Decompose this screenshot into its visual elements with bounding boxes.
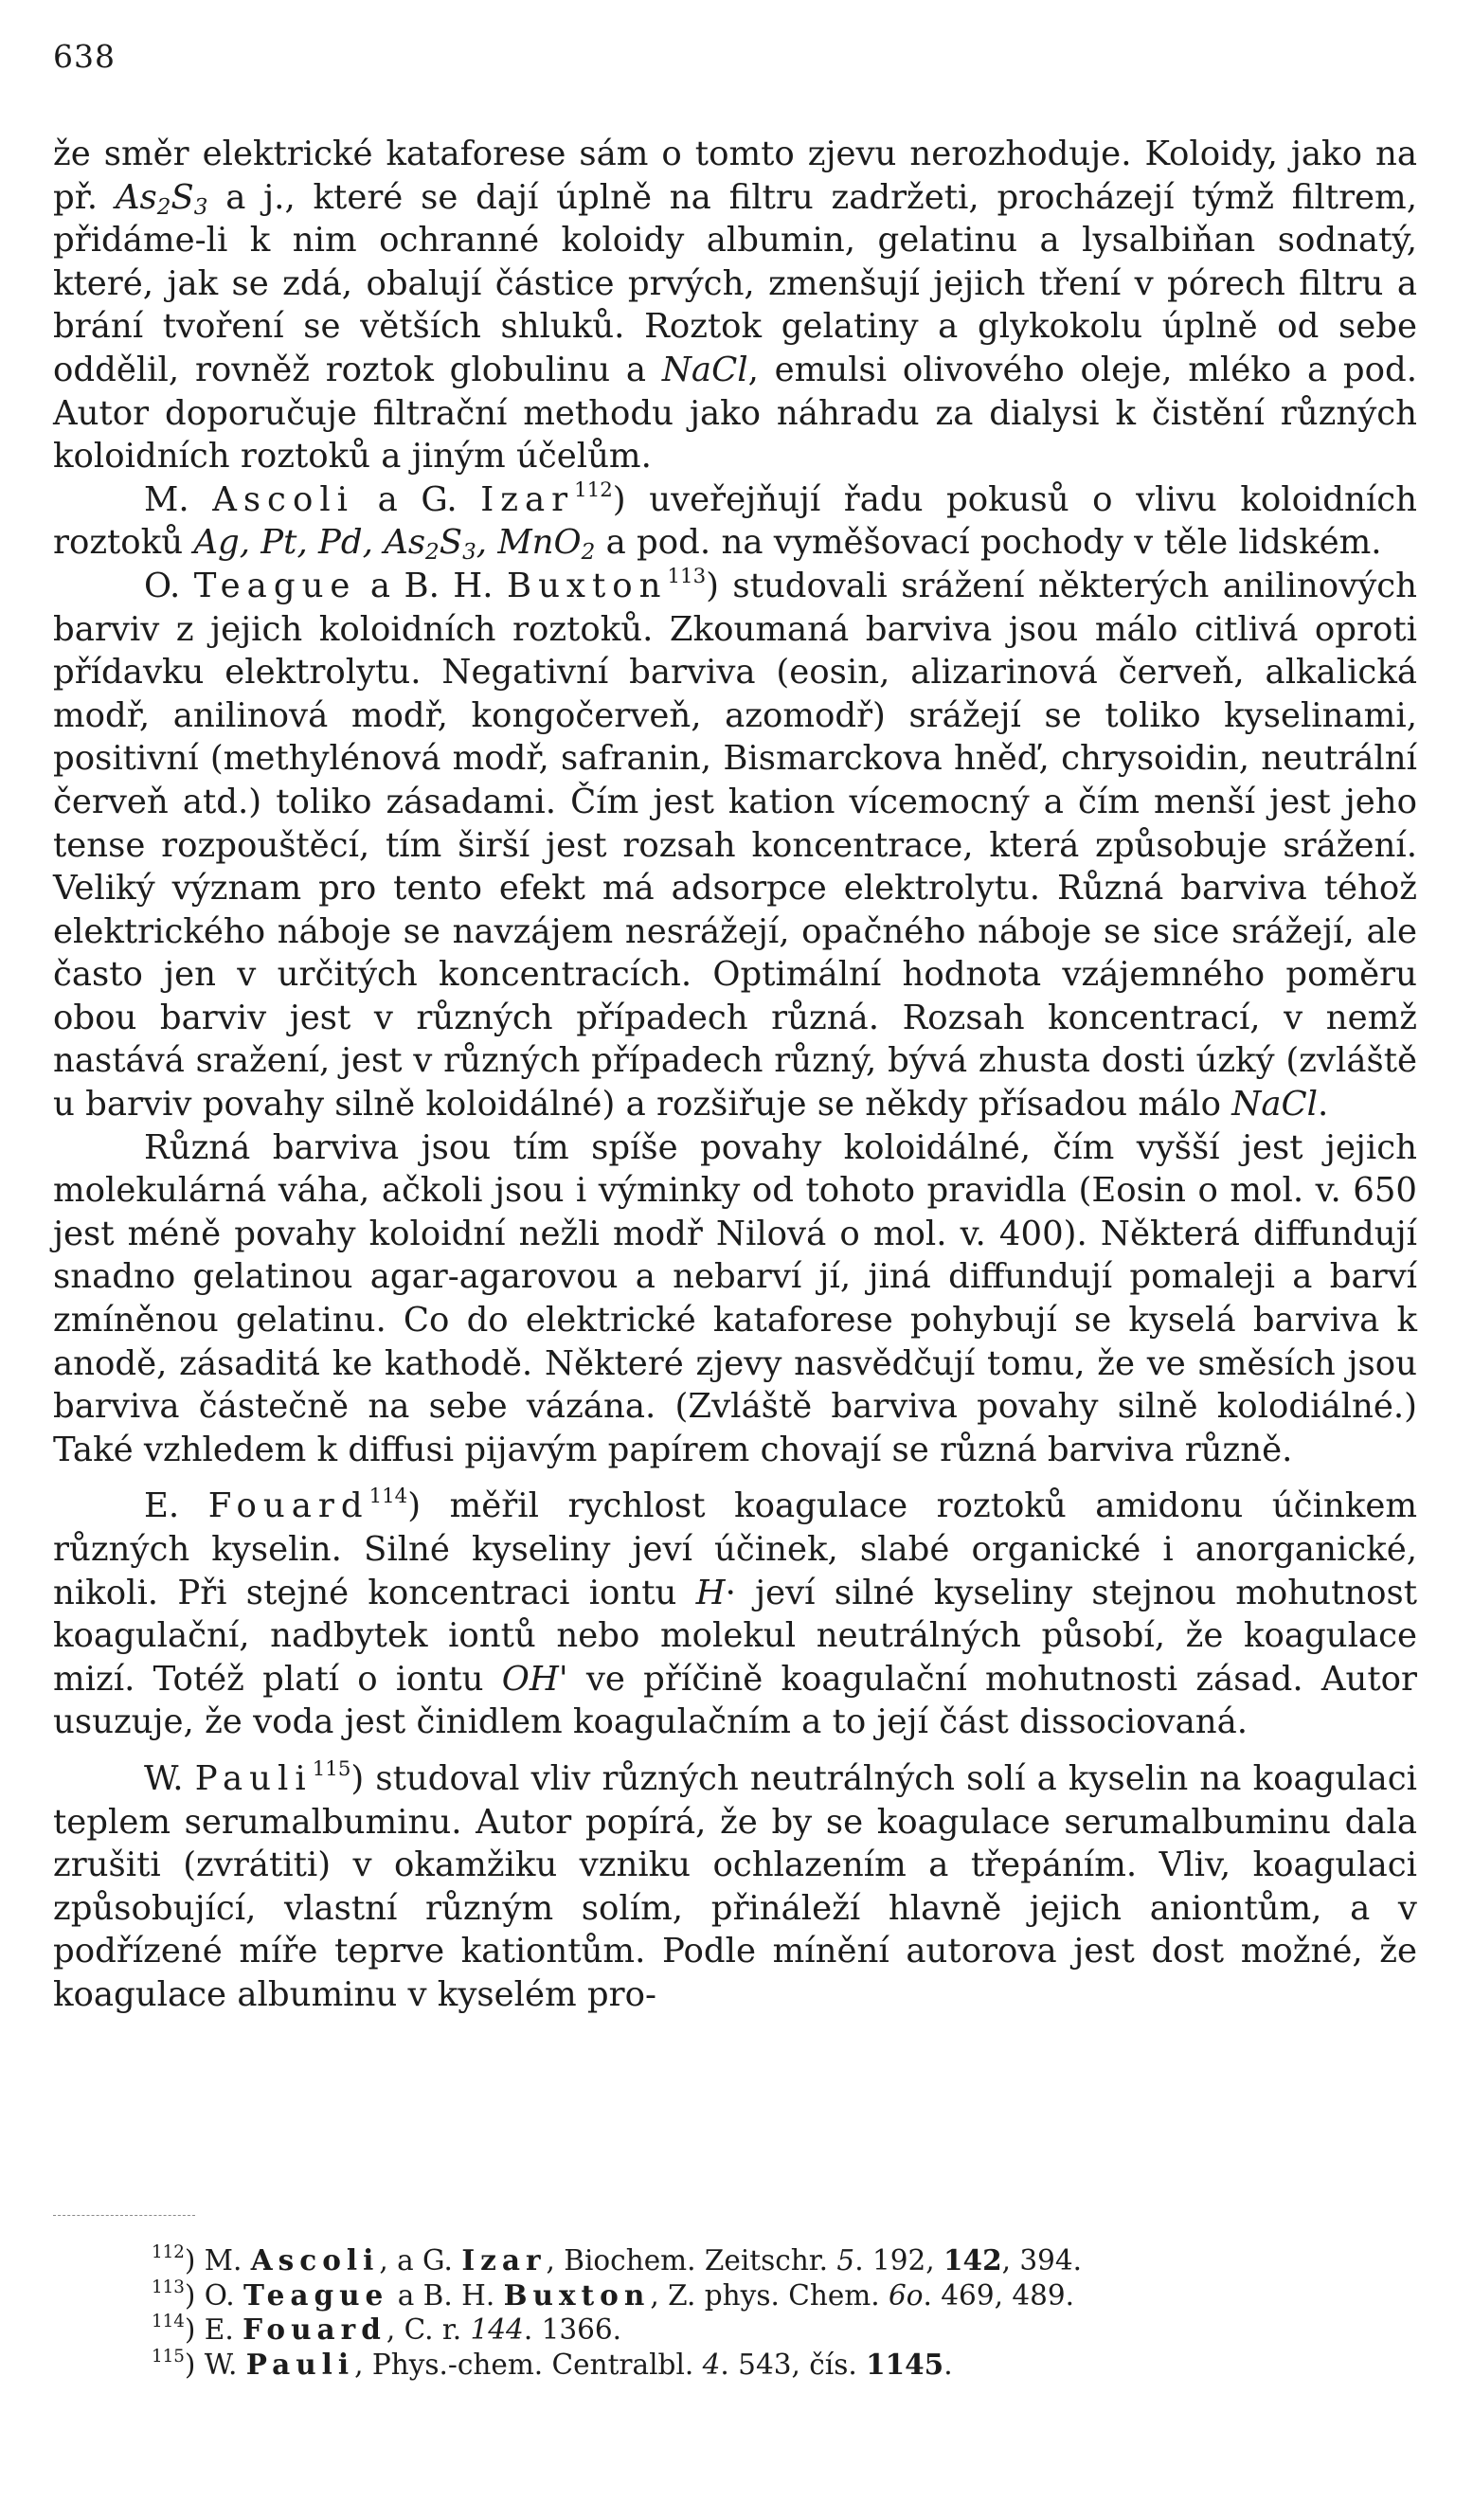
paragraph-3: O. Teague a B. H. Buxton$^{113}$) studovali srážení některých anilinových barviv z jejich koloidních roztoků. Zkoumaná barviva jsou málo citlivá oproti přídavku elektrolytu. Negativní barviva (eosin, alizarinová červeň, alkalická modř, anilinová modř, kongočerveň, azomodř) srážejí se toliko kyselinami, positivní (methylénová modř, safranin, Bismarckova hněď, chrysoidin, neutrální červeň atd.) toliko zásadami. Čím jest kation vícemocný a čím menší jest jeho tense rozpouštěcí, tím širší jest rozsah koncentrace, která způsobuje srážení. Veliký význam pro tento efekt má adsorpce elektrolytu. Různá barviva téhož elektrického náboje se navzájem nesrážejí, opačného náboje se sice srážejí, ale často jen v určitých koncentracích. Optimální hodnota vzájemného poměru obou barviv jest v různých případech různá. Rozsah koncentrací, v nemž nastává sražení, jest v různých případech různý, bývá zhusta dosti úzký (zvláště u barviv povahy silně koloidálné) a rozšiřuje se někdy přísadou málo NaCl. xyxy=(53,565,1417,1125)
author-name: Ascoli xyxy=(212,479,355,519)
author-name: Izar xyxy=(480,479,575,519)
paragraph-6: W. Pauli$^{115}$) studoval vliv různých neutrálných solí a kyselin na koagulaci teplem serumalbuminu. Autor popírá, že by se koagulace serumalbuminu dala zrušiti (zvrátiti) v okamžiku vzniku ochlazením a třepáním. Vliv, koagulaci způsobující, vlastní různým solím, přináleží hlavně jejich aniontům, a v podřízené míře teprve kationtům. Podle mínění autorova jest dost možné, že koagulace albuminu v kyselém pro- xyxy=(53,1757,1417,2014)
footnote-ref-114: 114 xyxy=(368,1485,408,1509)
footnote-113: $^{113}$) O. Teague a B. H. Buxton, Z. phys. Chem. 6o. 469, 489. xyxy=(152,2277,1075,2312)
footnote-ref-113: 113 xyxy=(667,565,707,589)
author-name: Buxton xyxy=(506,566,668,605)
author-name: Pauli xyxy=(194,1758,313,1798)
paragraph-4: Různá barviva jsou tím spíše povahy koloidálné, čím vyšší jest jejich molekulárná váha, ačkoli jsou i výminky od tohoto pravidla (Eosin o mol. v. 650 jest méně povahy koloidní nežli modř Nilová o mol. v. 400). Některá diffundují snadno gelatinou agar-agarovou a nebarví jí, jiná diffundují pomaleji a barví zmíněnou gelatinu. Co do elektrické kataforese pohybují se kyselá barviva k anodě, zásaditá ke kathodě. Některé zjevy nasvědčují tomu, že ve směsích jsou barviva částečně na sebe vázána. (Zvláště barviva povahy silně kolodiálné.) Také vzhledem k diffusi pijavým papírem chovají se různá barviva různě. xyxy=(53,1127,1417,1469)
page-number: 638 xyxy=(53,38,116,75)
author-name: Teague xyxy=(193,566,357,605)
paragraph-2: M. Ascoli a G. Izar$^{112}$) uveřejňují řadu pokusů o vlivu koloidních roztoků Ag, Pt, Pd, $As_2S_3$, MnO$_2$ a pod. na vyměšovací pochody v těle lidském. xyxy=(53,477,1417,566)
paragraph-1: že směr elektrické kataforese sám o tomto zjevu nerozhoduje. Koloidy, jako na př. $As_2S_3$ a j., které se dají úplně na filtru zadržeti, procházejí týmž filtrem, přidáme-li k nim ochranné koloidy albumin, gelatinu a lysalbiňan sodnatý, které, jak se zdá, obalují částice prvých, zmenšují jejich tření v pórech filtru a brání tvoření se větších shluků. Roztok gelatiny a glykokolu úplně od sebe oddělil, rovněž roztok globulinu a NaCl, emulsi olivového oleje, mléko a pod. Autor doporučuje filtrační methodu jako náhradu za dialysi k čistění různých koloidních roztoků a jiným účelům. xyxy=(53,135,1417,477)
footnotes xyxy=(152,2243,1345,2382)
body-text xyxy=(53,133,1417,2017)
footnote-separator xyxy=(53,2215,195,2216)
footnote-112: $^{112}$) M. Ascoli, a G. Izar, Biochem. Zeitschr. 5. 192, 142, 394. xyxy=(152,2242,1083,2277)
footnote-114: $^{114}$) E. Fouard, C. r. 144. 1366. xyxy=(152,2312,622,2346)
footnote-ref-115: 115 xyxy=(312,1757,351,1782)
author-name: Fouard xyxy=(207,1486,369,1526)
paragraph-5: E. Fouard$^{114}$) měřil rychlost koagulace roztoků amidonu účinkem různých kyselin. Silné kyseliny jeví účinek, slabé organické i anorganické, nikoli. Při stejné koncentraci iontu H· jeví silné kyseliny stejnou mohutnost koagulační, nadbytek iontů nebo molekul neutrálných působí, že koagulace mizí. Totéž platí o iontu OH' ve příčině koagulační mohutnosti zásad. Autor usuzuje, že voda jest činidlem koagulačním a to její část dissociovaná. xyxy=(53,1485,1417,1742)
footnote-ref-112: 112 xyxy=(574,477,613,502)
footnote-115: $^{115}$) W. Pauli, Phys.-chem. Centralbl. 4. 543, čís. 1145. xyxy=(152,2346,953,2381)
